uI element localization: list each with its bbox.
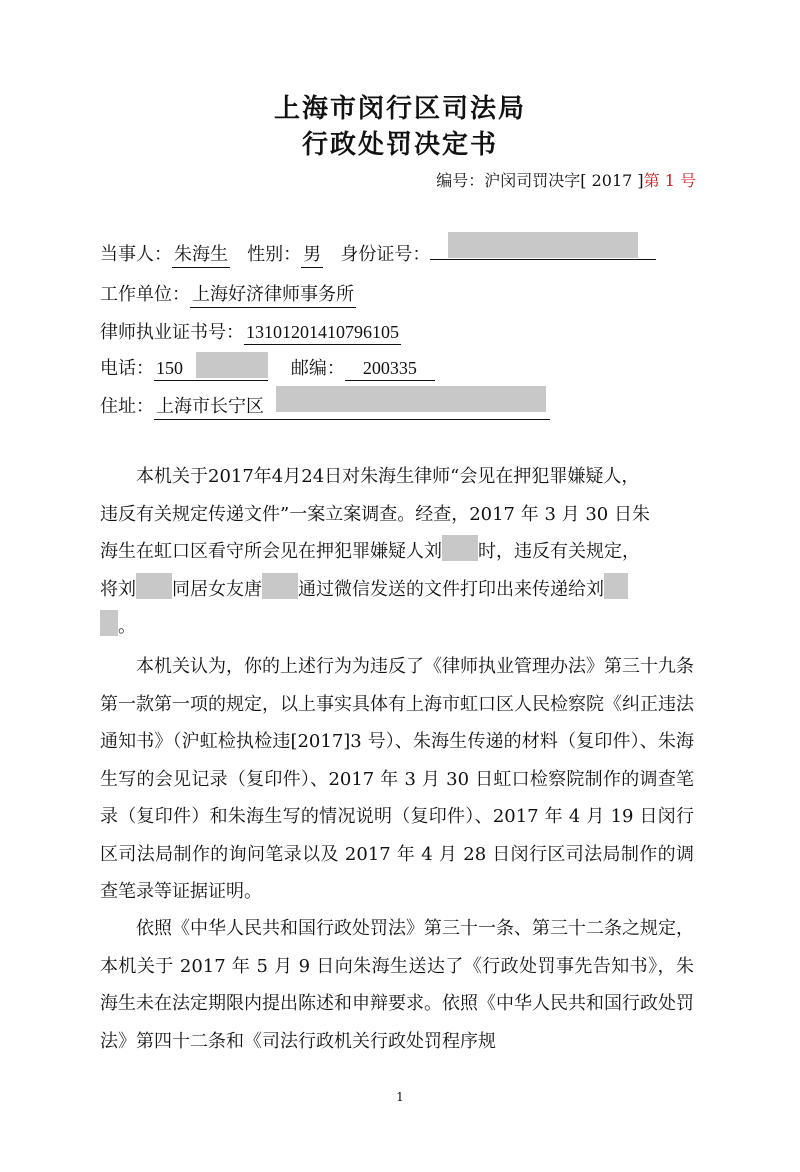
- license-number: 13101201410796105: [244, 322, 401, 345]
- paragraph-3: 依照《中华人民共和国行政处罚法》第三十一条、第三十二条之规定，本机关于 2017 年 5 月 9 日向朱海生送达了《行政处罚事先告知书》，朱海生未在法定期限内提出陈述和申辩要求。依照《中华人民共和国行政处罚法》第四十二条和《司法行政机关行政处罚程序规: [100, 918, 694, 1052]
- address-visible: 上海市长宁区: [156, 396, 264, 417]
- redaction-3: [262, 573, 298, 599]
- work-unit: 上海好济律师事务所: [190, 280, 356, 308]
- redaction-5: [100, 610, 118, 636]
- phone-number: [154, 358, 268, 381]
- paragraph-1: [100, 458, 694, 646]
- name-label: 当事人：: [100, 244, 172, 265]
- party-line-4: [100, 354, 435, 381]
- id-number-redacted: [430, 238, 656, 260]
- phone-label: 电话：: [100, 358, 154, 379]
- title-line-1: 上海市闵行区司法局: [273, 94, 526, 124]
- p1-e: 。: [118, 616, 136, 637]
- paragraph-2: 本机关认为，你的上述行为为违反了《律师执业管理办法》第三十九条第一款第一项的规定，以上事实具体有上海市虹口区人民检察院《纠正违法通知书》（沪虹检执检违[2017]3 号）、朱海生传递的材料（复印件）、朱海生写的会见记录（复印件）、2017 年 3 月 30 日虹口检察院制作的调查笔录（复印件）和朱海生写的情况说明（复印件）、2017 年 4 月 19 日闵行区司法局制作的询问笔录以及 2017 年 4 月 28 日闵行区司法局制作的调查笔录等证据证明。: [100, 656, 694, 902]
- p1-line-e: [100, 608, 694, 646]
- address-redaction: [276, 386, 546, 412]
- address-label: 住址：: [100, 396, 154, 417]
- p1-d1: 将刘: [100, 578, 136, 600]
- party-line-5: [100, 392, 550, 420]
- redaction-2: [136, 573, 172, 599]
- phone-visible: 150: [156, 358, 183, 378]
- p1-line-c: [100, 533, 694, 571]
- license-label: 律师执业证书号：: [100, 322, 244, 343]
- id-label: 身份证号：: [340, 244, 431, 265]
- address: [154, 392, 550, 420]
- party-name: 朱海生: [172, 240, 230, 268]
- party-line-3: [100, 318, 401, 345]
- p1-line-d: [100, 571, 694, 609]
- p1-c2: 时，违反有关规定，: [478, 541, 640, 562]
- phone-redaction: [196, 352, 268, 378]
- work-label: 工作单位：: [100, 284, 190, 305]
- party-line-1: [100, 238, 656, 268]
- postcode-label: 邮编：: [290, 358, 345, 379]
- p1-line-b: 违反有关规定传递文件”一案立案调查。经查，2017 年 3 月 30 日朱: [100, 503, 650, 525]
- party-line-2: [100, 280, 356, 308]
- title-line-2: 行政处罚决定书: [301, 130, 498, 160]
- doc-no-red: 第 1 号: [643, 171, 696, 190]
- p1-c1: 海生在虹口区看守所会见在押犯罪嫌疑人刘: [100, 541, 442, 562]
- gender-label: 性别：: [247, 244, 302, 265]
- p1-d2: 同居女友唐: [172, 578, 262, 600]
- party-gender: 男: [301, 240, 323, 268]
- p1-d3: 通过微信发送的文件打印出来传递给刘: [298, 578, 604, 600]
- p1-line-a: 本机关于2017年4月24日对朱海生律师“会见在押犯罪嫌疑人，: [136, 466, 640, 487]
- doc-no-label: 编号：沪闵司罚决字[ 2017 ]: [436, 171, 644, 190]
- postcode: 200335: [345, 358, 435, 381]
- redaction-1: [442, 535, 478, 561]
- redaction-4: [604, 573, 628, 599]
- page-number: 1: [396, 1090, 404, 1104]
- document-number: [436, 168, 696, 191]
